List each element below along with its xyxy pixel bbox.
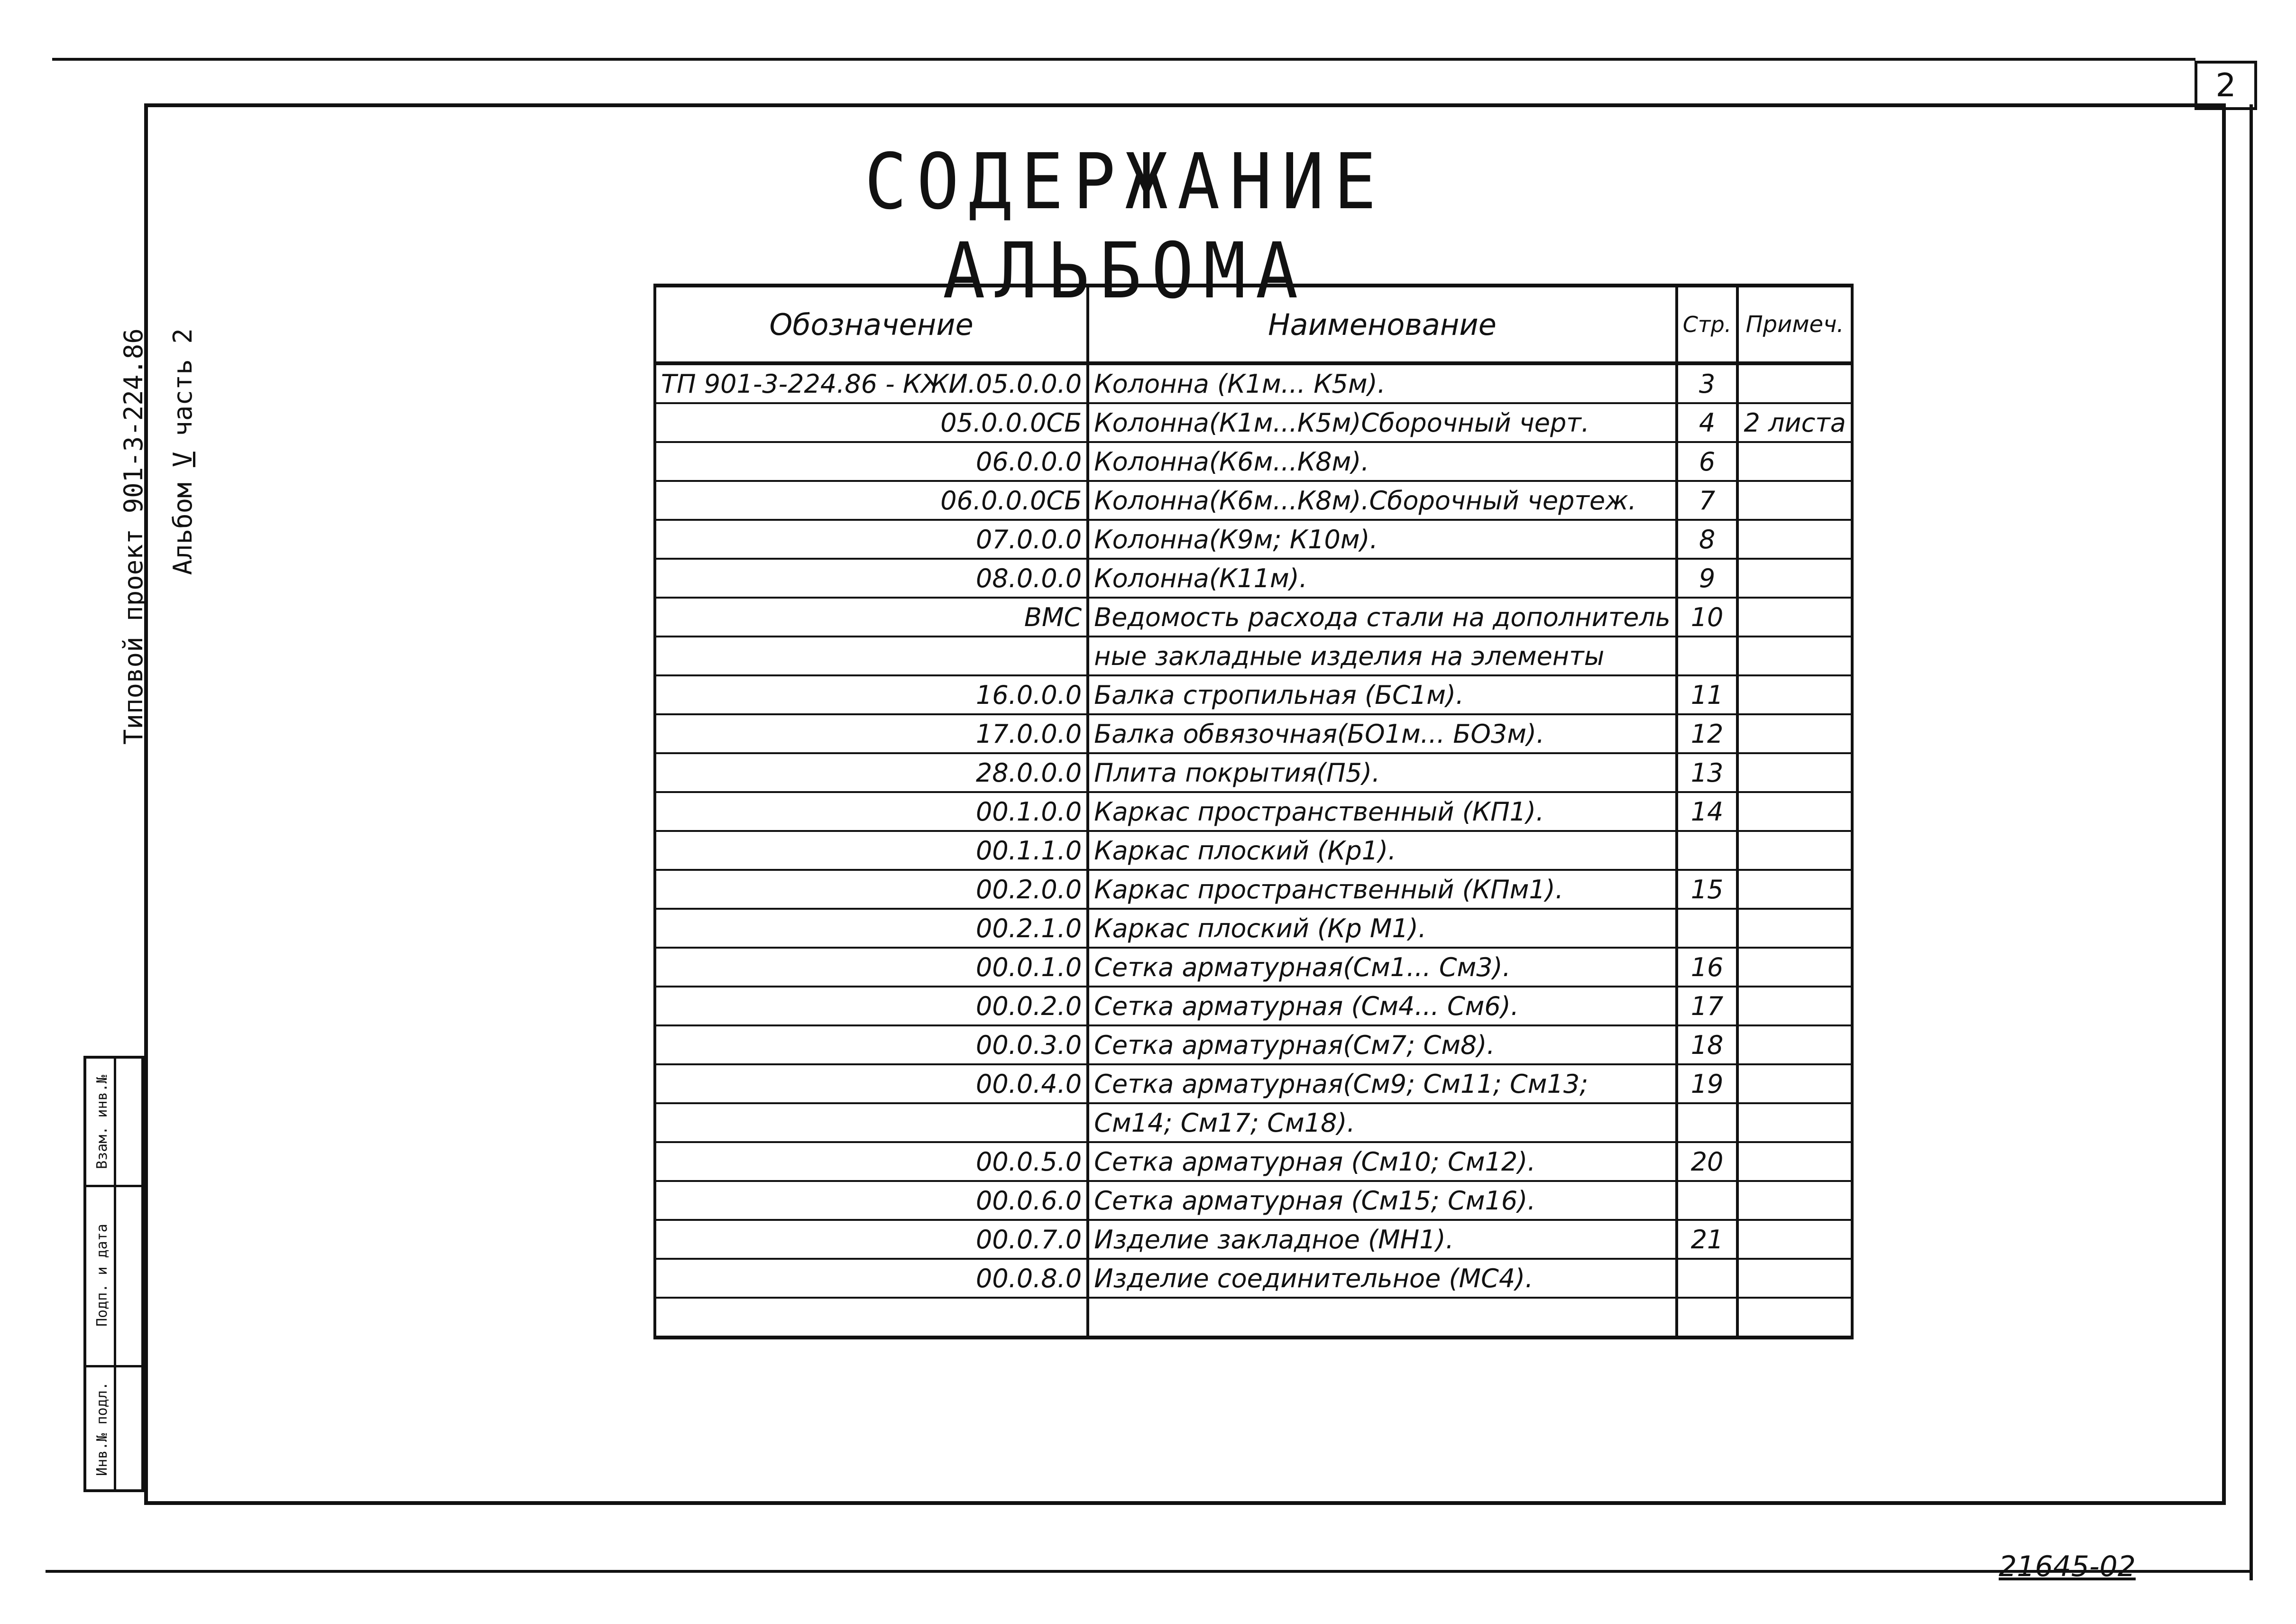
note-cell <box>1737 1142 1852 1181</box>
note-cell <box>1737 559 1852 598</box>
note-cell <box>1737 598 1852 637</box>
code-cell: 08.0.0.0 <box>655 559 1088 598</box>
table-row <box>655 831 1852 870</box>
name-cell: Плита покрытия(П5). <box>1088 753 1676 792</box>
table-row <box>655 714 1852 753</box>
note-cell <box>1737 1259 1852 1298</box>
code-cell: 00.0.1.0 <box>655 948 1088 987</box>
code-cell: 06.0.0.0СБ <box>655 481 1088 520</box>
table-row <box>655 948 1852 987</box>
code-cell: 06.0.0.0 <box>655 442 1088 481</box>
note-cell <box>1737 1064 1852 1103</box>
note-cell <box>1737 675 1852 714</box>
table-row <box>655 792 1852 831</box>
table-row <box>655 1298 1852 1338</box>
code-cell: 07.0.0.0 <box>655 520 1088 559</box>
name-cell: Колонна(К9м; К10м). <box>1088 520 1676 559</box>
code-cell <box>655 1298 1088 1338</box>
name-cell: Ведомость расхода стали на дополнитель <box>1088 598 1676 637</box>
name-cell: Сетка арматурная (См4... См6). <box>1088 987 1676 1025</box>
page-cell: 19 <box>1677 1064 1738 1103</box>
table-body <box>655 363 1852 1338</box>
table-row <box>655 520 1852 559</box>
note-cell: 2 листа <box>1737 403 1852 442</box>
table-row <box>655 909 1852 948</box>
page-title: СОДЕРЖАНИЕ АЛЬБОМА <box>864 138 1386 316</box>
table-row <box>655 1103 1852 1142</box>
header-page: Стр. <box>1677 286 1738 363</box>
page-cell <box>1677 1298 1738 1338</box>
page-cell: 10 <box>1677 598 1738 637</box>
note-cell <box>1737 870 1852 909</box>
table-row <box>655 559 1852 598</box>
stamp-label-signature-date: Подп. и дата <box>93 1223 110 1327</box>
table-row <box>655 442 1852 481</box>
name-cell: Каркас пространственный (КП1). <box>1088 792 1676 831</box>
name-cell: Балка стропильная (БС1м). <box>1088 675 1676 714</box>
page-cell: 20 <box>1677 1142 1738 1181</box>
note-cell <box>1737 637 1852 675</box>
album-part: часть 2 <box>168 328 198 452</box>
note-cell <box>1737 520 1852 559</box>
note-cell <box>1737 442 1852 481</box>
code-cell: 05.0.0.0СБ <box>655 403 1088 442</box>
note-cell <box>1737 1025 1852 1064</box>
code-cell <box>655 637 1088 675</box>
note-cell <box>1737 1298 1852 1338</box>
code-cell: 00.0.5.0 <box>655 1142 1088 1181</box>
note-cell <box>1737 909 1852 948</box>
note-cell <box>1737 481 1852 520</box>
page-cell <box>1677 831 1738 870</box>
name-cell: Изделие закладное (МН1). <box>1088 1220 1676 1259</box>
name-cell: Колонна(К1м...К5м)Сборочный черт. <box>1088 403 1676 442</box>
page-cell: 9 <box>1677 559 1738 598</box>
table-row <box>655 637 1852 675</box>
name-cell: Колонна (К1м... К5м). <box>1088 363 1676 403</box>
note-cell <box>1737 363 1852 403</box>
code-cell: 00.0.3.0 <box>655 1025 1088 1064</box>
page-cell: 4 <box>1677 403 1738 442</box>
header-designation: Обозначение <box>655 286 1088 363</box>
page-cell: 11 <box>1677 675 1738 714</box>
archive-number: 21645-02 <box>1999 1550 2136 1583</box>
note-cell <box>1737 1181 1852 1220</box>
table-row <box>655 987 1852 1025</box>
code-cell: 00.0.4.0 <box>655 1064 1088 1103</box>
note-cell <box>1737 792 1852 831</box>
note-cell <box>1737 1220 1852 1259</box>
code-cell: 16.0.0.0 <box>655 675 1088 714</box>
page-cell: 16 <box>1677 948 1738 987</box>
page-cell <box>1677 637 1738 675</box>
code-cell: 00.2.1.0 <box>655 909 1088 948</box>
page-cell: 13 <box>1677 753 1738 792</box>
name-cell: См14; См17; См18). <box>1088 1103 1676 1142</box>
name-cell: Сетка арматурная(См7; См8). <box>1088 1025 1676 1064</box>
page-cell <box>1677 909 1738 948</box>
table-row <box>655 598 1852 637</box>
top-border-line <box>52 58 2195 61</box>
note-cell <box>1737 948 1852 987</box>
name-cell: Сетка арматурная (См15; См16). <box>1088 1181 1676 1220</box>
right-border-line <box>2250 104 2253 1580</box>
contents-table <box>653 284 1854 1339</box>
table-row <box>655 1181 1852 1220</box>
name-cell <box>1088 1298 1676 1338</box>
page-cell: 21 <box>1677 1220 1738 1259</box>
name-cell: Колонна(К11м). <box>1088 559 1676 598</box>
code-cell: ВМС <box>655 598 1088 637</box>
name-cell: Изделие соединительное (МС4). <box>1088 1259 1676 1298</box>
code-cell: 28.0.0.0 <box>655 753 1088 792</box>
table-row <box>655 363 1852 403</box>
album-prefix: Альбом <box>168 467 198 575</box>
table-row <box>655 870 1852 909</box>
code-cell: ТП 901-3-224.86 - КЖИ.05.0.0.0 <box>655 363 1088 403</box>
code-cell: 00.2.0.0 <box>655 870 1088 909</box>
page-cell <box>1677 1103 1738 1142</box>
album-number: V <box>168 452 198 467</box>
page-cell: 14 <box>1677 792 1738 831</box>
table-row <box>655 403 1852 442</box>
project-label-line2 <box>158 328 208 745</box>
stamp-label-replaced-inventory: Взам. инв.№ <box>93 1074 110 1169</box>
page-cell <box>1677 1259 1738 1298</box>
page-cell: 7 <box>1677 481 1738 520</box>
code-cell: 00.0.6.0 <box>655 1181 1088 1220</box>
project-label-line1: Типовой проект 901-3-224.86 <box>119 328 148 745</box>
table-row <box>655 481 1852 520</box>
code-cell: 00.0.2.0 <box>655 987 1088 1025</box>
note-cell <box>1737 1103 1852 1142</box>
table-row <box>655 753 1852 792</box>
name-cell: Сетка арматурная (См10; См12). <box>1088 1142 1676 1181</box>
name-cell: Сетка арматурная(См1... См3). <box>1088 948 1676 987</box>
name-cell: Сетка арматурная(См9; См11; См13; <box>1088 1064 1676 1103</box>
code-cell: 00.0.8.0 <box>655 1259 1088 1298</box>
table-header-row <box>655 286 1852 363</box>
note-cell <box>1737 714 1852 753</box>
note-cell <box>1737 753 1852 792</box>
project-side-label <box>109 328 208 745</box>
name-cell: Каркас плоский (Кр М1). <box>1088 909 1676 948</box>
bottom-border-line <box>46 1570 2250 1573</box>
page-cell: 6 <box>1677 442 1738 481</box>
name-cell: Колонна(К6м...К8м).Сборочный чертеж. <box>1088 481 1676 520</box>
code-cell: 00.0.7.0 <box>655 1220 1088 1259</box>
header-note: Примеч. <box>1737 286 1852 363</box>
page-cell: 15 <box>1677 870 1738 909</box>
page-cell: 8 <box>1677 520 1738 559</box>
header-name: Наименование <box>1088 286 1676 363</box>
name-cell: Колонна(К6м...К8м). <box>1088 442 1676 481</box>
table-row <box>655 1142 1852 1181</box>
sheet-number: 2 <box>2195 61 2257 110</box>
page-cell: 12 <box>1677 714 1738 753</box>
name-cell: Каркас пространственный (КПм1). <box>1088 870 1676 909</box>
stamp-label-original-inventory: Инв.№ подл. <box>93 1381 110 1476</box>
table-row <box>655 1025 1852 1064</box>
code-cell: 00.1.0.0 <box>655 792 1088 831</box>
name-cell: Каркас плоский (Кр1). <box>1088 831 1676 870</box>
page-cell: 18 <box>1677 1025 1738 1064</box>
table-row <box>655 675 1852 714</box>
page-cell <box>1677 1181 1738 1220</box>
name-cell: Балка обвязочная(БО1м... БО3м). <box>1088 714 1676 753</box>
table-row <box>655 1259 1852 1298</box>
page-cell: 3 <box>1677 363 1738 403</box>
page-cell: 17 <box>1677 987 1738 1025</box>
code-cell: 17.0.0.0 <box>655 714 1088 753</box>
note-cell <box>1737 831 1852 870</box>
table-row <box>655 1064 1852 1103</box>
code-cell <box>655 1103 1088 1142</box>
code-cell: 00.1.1.0 <box>655 831 1088 870</box>
name-cell: ные закладные изделия на элементы <box>1088 637 1676 675</box>
table-row <box>655 1220 1852 1259</box>
note-cell <box>1737 987 1852 1025</box>
approval-stamp <box>83 1056 144 1492</box>
